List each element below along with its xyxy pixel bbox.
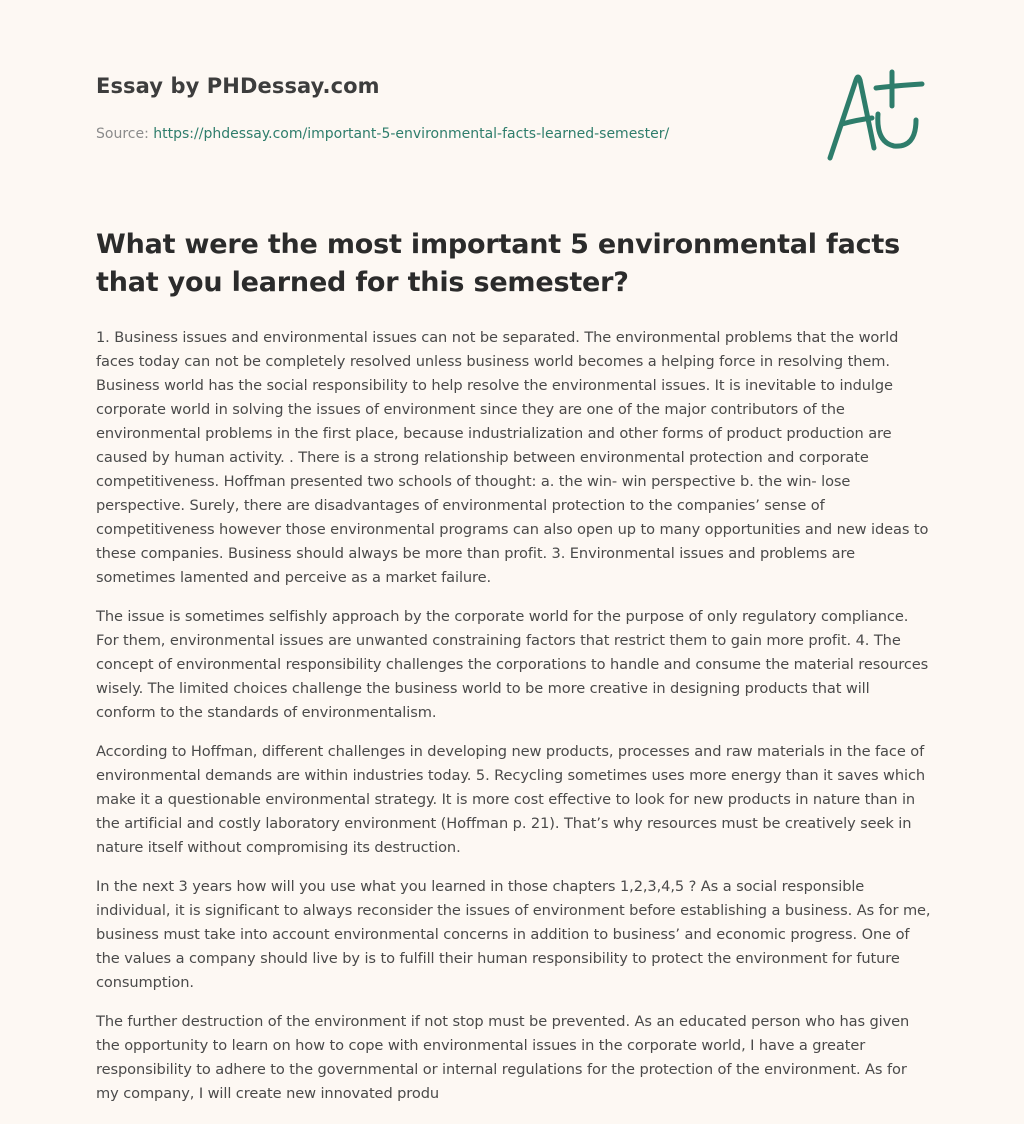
essay-paragraph: According to Hoffman, different challenges in developing new products, processes and raw materials in the face of environmental demands are within industries today. 5. Recycling sometimes uses more energy than it saves which make it a questionable environmental strategy. It is more cost effective to look for new products in nature than in the artificial and costly laboratory environment (Hoffman p. 21). That’s why resources must be creatively seek in nature itself without compromising its destruction. xyxy=(96,743,926,856)
source-label: Source: xyxy=(96,126,149,142)
essay-body xyxy=(96,326,932,1121)
source-link[interactable]: https://phdessay.com/important-5-environmental-facts-learned-semester/ xyxy=(153,126,670,142)
page-header xyxy=(96,74,796,142)
essay-title: What were the most important 5 environmental facts that you learned for this semester? xyxy=(96,229,901,298)
essay-paragraph: 1. Business issues and environmental issues can not be separated. The environmental problems that the world faces today can not be completely resolved unless business world becomes a helping force in resolving them. Business world has the social responsibility to help resolve the environmental issues. It is inevitable to indulge corporate world in solving the issues of environment since they are one of the major contributors of the environmental problems in the first place, because industrialization and other forms of product production are caused by human activity. . There is a strong relationship between environmental protection and corporate competitiveness. Hoffman presented two schools of thought: a. the win- win perspective b. the win- lose perspective. Surely, there are disadvantages of environmental protection to the companies’ sense of competitiveness however those environmental programs can also open up to many opportunities and new ideas to these companies. Business should always be more than profit. 3. Environmental issues and problems are sometimes lamented and perceive as a market failure. xyxy=(96,329,929,586)
a-plus-grade-icon xyxy=(822,66,928,166)
source-line xyxy=(96,126,669,142)
site-brand: Essay by PHDessay.com xyxy=(96,74,380,98)
essay-paragraph: In the next 3 years how will you use what you learned in those chapters 1,2,3,4,5 ? As a social responsible individual, it is significant to always reconsider the issues of environment before establishing a business. As for me, business must take into account environmental concerns in addition to business’ and economic progress. One of the values a company should live by is to fulfill their human responsibility to protect the environment for future consumption. xyxy=(96,878,931,991)
essay-paragraph: The issue is sometimes selfishly approach by the corporate world for the purpose of only regulatory compliance. For them, environmental issues are unwanted constraining factors that restrict them to gain more profit. 4. The concept of environmental responsibility challenges the corporations to handle and consume the material resources wisely. The limited choices challenge the business world to be more creative in designing products that will conform to the standards of environmentalism. xyxy=(96,608,929,721)
essay-paragraph: The further destruction of the environment if not stop must be prevented. As an educated person who has given the opportunity to learn on how to cope with environmental issues in the corporate world, I have a greater responsibility to adhere to the governmental or internal regulations for the protection of the environment. As for my company, I will create new innovated produ xyxy=(96,1013,910,1102)
